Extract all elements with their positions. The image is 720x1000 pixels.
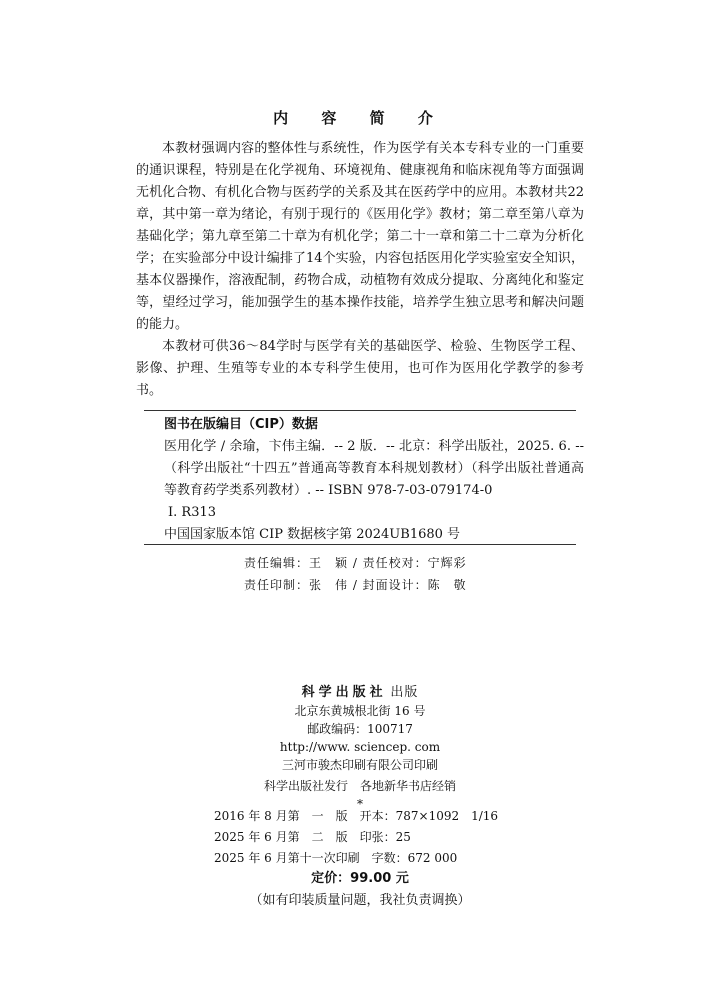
publisher-name: 科学出版社 [301, 685, 387, 700]
publisher-suffix: 出版 [390, 685, 419, 700]
publisher-website: http://www. sciencep. com [279, 740, 441, 754]
editor-line: 责任编辑：王 颖 / 责任校对：宁辉彩 [244, 556, 467, 570]
editor-line: 责任印制：张 伟 / 封面设计：陈 敬 [244, 578, 467, 592]
cip-bottom-rule [144, 544, 576, 545]
edition-row: 2025 年 6 月第 二 版 印张：25 [214, 830, 411, 844]
separator-star: * [357, 797, 363, 811]
publisher-line [0, 683, 720, 702]
publisher-postcode: 邮政编码：100717 [307, 722, 413, 736]
publisher-printer: 三河市骏杰印刷有限公司印刷 [281, 758, 438, 772]
cip-heading: 图书在版编目（CIP）数据 [164, 417, 318, 432]
editor-credits [244, 552, 467, 596]
publisher-distribution: 科学出版社发行 各地新华书店经销 [263, 779, 456, 793]
edition-info [214, 806, 498, 869]
cip-classification: Ⅰ. R313 [168, 505, 217, 520]
price-note: （如有印装质量问题，我社负责调换） [249, 893, 471, 908]
summary-paragraph: 本教材可供36～84学时与医学有关的基础医学、检验、生物医学工程、影像、护理、生殖等专业的本专科学生使用，也可作为医用化学教学的参考书。 [136, 339, 584, 398]
content-summary [136, 138, 584, 402]
edition-row: 2016 年 8 月第 一 版 开本：787×1092 1/16 [214, 809, 499, 823]
cip-block [164, 414, 584, 546]
cip-data-number: 中国国家版本馆 CIP 数据核字第 2024UB1680 号 [164, 527, 461, 542]
price-block [0, 868, 720, 912]
cip-top-rule [144, 410, 576, 411]
publisher-address: 北京东黄城根北街 16 号 [294, 704, 426, 718]
publisher-info [0, 683, 720, 811]
price-label: 定价：99.00 元 [311, 871, 409, 886]
page-title: 内 容 简 介 [273, 109, 447, 127]
summary-paragraph: 本教材强调内容的整体性与系统性，作为医学有关本专科专业的一门重要的通识课程，特别是在化学视角、环境视角、健康视角和临床视角等方面强调无机化合物、有机化合物与医药学的关系及其在医药学中的应用。本教材共22章，其中第一章为绪论，有别于现行的《医用化学》教材；第二章至第八章为基础化学；第九章至第二十章为有机化学；第二十一章和第二十二章为分析化学；在实验部分中设计编排了14个实验，内容包括医用化学实验室安全知识，基本仪器操作，溶液配制，药物合成，动植物有效成分提取、分离纯化和鉴定等，望经过学习，能加强学生的基本操作技能，培养学生独立思考和解决问题的能力。 [136, 141, 584, 332]
edition-row: 2025 年 6 月第十一次印刷 字数：672 000 [214, 851, 458, 865]
cip-record: 医用化学 / 余瑜，卞伟主编．-- 2 版．-- 北京：科学出版社，2025. 6. --（科学出版社“十四五”普通高等教育本科规划教材）（科学出版社普通高等教育药学类系列教材）. -- ISBN 978-7-03-079174-0 [164, 439, 584, 498]
